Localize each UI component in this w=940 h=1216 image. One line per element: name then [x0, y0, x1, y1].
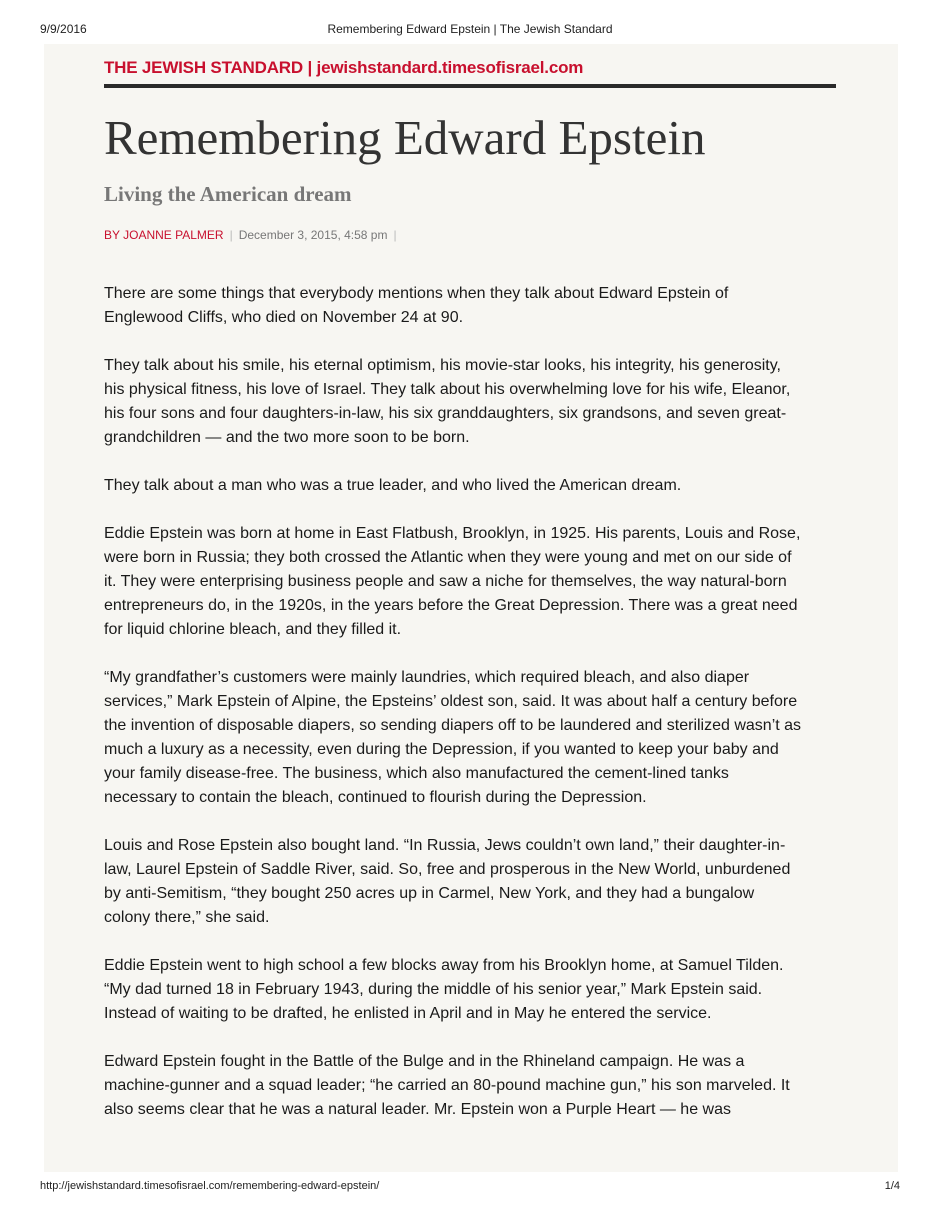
author-link[interactable]: BY JOANNE PALMER [104, 228, 224, 242]
article-paragraph: Louis and Rose Epstein also bought land. “In Russia, Jews couldn’t own land,” their daughter-in-law, Laurel Epstein of Saddle River, said. So, free and prosperous in the New World, unburdened by anti-Semitism, “they bought 250 acres up in Carmel, New York, and they had a bungalow colony there,” she said. [104, 837, 791, 926]
print-date: 9/9/2016 [40, 22, 87, 36]
publish-date: December 3, 2015, 4:58 pm [238, 228, 388, 242]
article-subhead: Living the American dream [104, 182, 352, 206]
byline-separator: | [393, 228, 397, 242]
article-paragraph: Eddie Epstein went to high school a few blocks away from his Brooklyn home, at Samuel Tilden. “My dad turned 18 in February 1943, during the middle of his senior year,” Mark Epstein said. Instead of waiting to be drafted, he enlisted in April and in May he entered the service. [104, 957, 784, 1022]
byline-separator: | [229, 228, 233, 242]
print-page-title: Remembering Edward Epstein | The Jewish Standard [327, 22, 613, 36]
article-headline: Remembering Edward Epstein [104, 110, 706, 165]
article-paragraph: Eddie Epstein was born at home in East Flatbush, Brooklyn, in 1925. His parents, Louis and Rose, were born in Russia; they both crossed the Atlantic when they were young and met on our side of it. They were enterprising business people and saw a niche for themselves, the way natural-born entrepreneurs do, in the 1920s, in the years before the Great Depression. There was a great need for liquid chlorine bleach, and they filled it. [104, 525, 801, 638]
article-page [44, 44, 898, 1172]
article-body [104, 282, 804, 1146]
byline [104, 228, 403, 242]
article-paragraph: They talk about his smile, his eternal optimism, his movie-star looks, his integrity, his generosity, his physical fitness, his love of Israel. They talk about his overwhelming love for his wife, Eleanor, his four sons and four daughters-in-law, his six granddaughters, six grandsons, and seven great-grandchildren — and the two more soon to be born. [104, 357, 791, 446]
article-paragraph: Edward Epstein fought in the Battle of the Bulge and in the Rhineland campaign. He was a machine-gunner and a squad leader; “he carried an 80-pound machine gun,” his son marveled. It also seems clear that he was a natural leader. Mr. Epstein won a Purple Heart — he was [104, 1053, 790, 1118]
print-url: http://jewishstandard.timesofisrael.com/remembering-edward-epstein/ [40, 1180, 380, 1192]
article-paragraph: There are some things that everybody mentions when they talk about Edward Epstein of Englewood Cliffs, who died on November 24 at 90. [104, 285, 729, 326]
print-page-number: 1/4 [884, 1180, 900, 1192]
site-masthead[interactable]: THE JEWISH STANDARD | jewishstandard.timesofisrael.com [104, 58, 584, 77]
masthead-divider [104, 84, 836, 88]
article-paragraph: They talk about a man who was a true leader, and who lived the American dream. [104, 477, 682, 494]
article-paragraph: “My grandfather’s customers were mainly laundries, which required bleach, and also diaper services,” Mark Epstein of Alpine, the Epsteins’ oldest son, said. It was about half a century before the invention of disposable diapers, so sending diapers off to be laundered and sterilized wasn’t as much a luxury as a necessity, even during the Depression, if you wanted to keep your baby and your family disease-free. The business, which also manufactured the cement-lined tanks necessary to contain the bleach, continued to flourish during the Depression. [104, 669, 802, 806]
